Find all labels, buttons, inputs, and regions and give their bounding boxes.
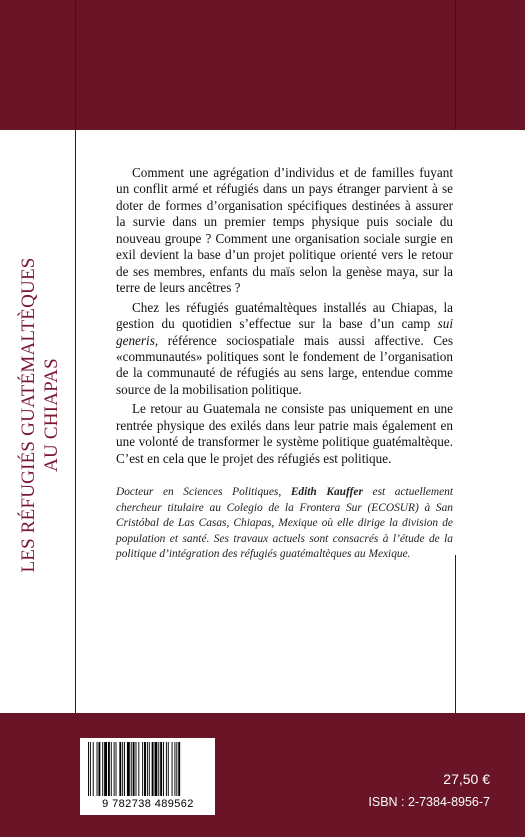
bio-prefix: Docteur en Sciences Politiques, [116, 486, 282, 498]
author-name: Edith Kauffer [290, 486, 363, 498]
right-rule-line-bottom [455, 555, 456, 713]
top-color-band [0, 0, 525, 130]
spine-title-line-1: LES RÉFUGIÉS GUATÉMALTÈQUES [18, 257, 39, 573]
paragraph-2-end: référence sociospatiale mais aussi affective. Ces «communautés» politiques sont le fondement de l’organisation de la communauté de réfugiés au sens large, entendue comme source de la mobilisation politique. [116, 332, 454, 397]
barcode-digits: 9 782738 489562 [102, 798, 194, 810]
paragraph-2-italic: sui generis, [116, 316, 454, 348]
author-bio [116, 485, 453, 563]
paragraph-3: Le retour au Guatemala ne consiste pas uniquement en une rentrée physique des exilés dans leur patrie mais également en une volonté de transformer le système politique guatémaltèque. C’est en cela que le projet des réfugiés est politique. [116, 401, 453, 466]
paragraph-2-start: Chez les réfugiés guatémaltèques installés au Chiapas, la gestion du quotidien s’effectue sur la base d’un camp [116, 299, 453, 332]
spine-title-line-2: AU CHIAPAS [41, 358, 62, 472]
paragraph-2 [116, 300, 453, 399]
price: 27,50 € [443, 771, 490, 787]
paragraph-1: Comment une agrégation d’individus et de familles fuyant un conflit armé et réfugiés dans un pays étranger parvient à se doter de formes d’organisation spécifiques destinées à assurer la survie dans un premier temps physique puis sociale du nouveau groupe ? Comment une organisation sociale surgie en exil devient la base d’un projet politique orienté vers le retour de ses membres, enfants du maïs selon la genèse maya, sur la terre de leurs ancêtres ? [116, 165, 453, 296]
bio-text: est actuellement chercheur titulaire au Colegio de la Frontera Sur (ECOSUR) à San Cristóbal de Las Casas, Chiapas, Mexique où elle dirige la division de population et santé. Ses travaux actuels sont consacrés à l’étude de la politique d’intégration des réfugiés guatémaltèques au Mexique. [116, 486, 453, 560]
left-rule-line [75, 0, 76, 713]
isbn: ISBN : 2-7384-8956-7 [368, 795, 490, 809]
right-rule-line-top [455, 0, 456, 130]
barcode-bars [86, 742, 210, 798]
spine-title [17, 257, 63, 572]
barcode [80, 738, 215, 815]
back-cover-text [116, 165, 453, 470]
